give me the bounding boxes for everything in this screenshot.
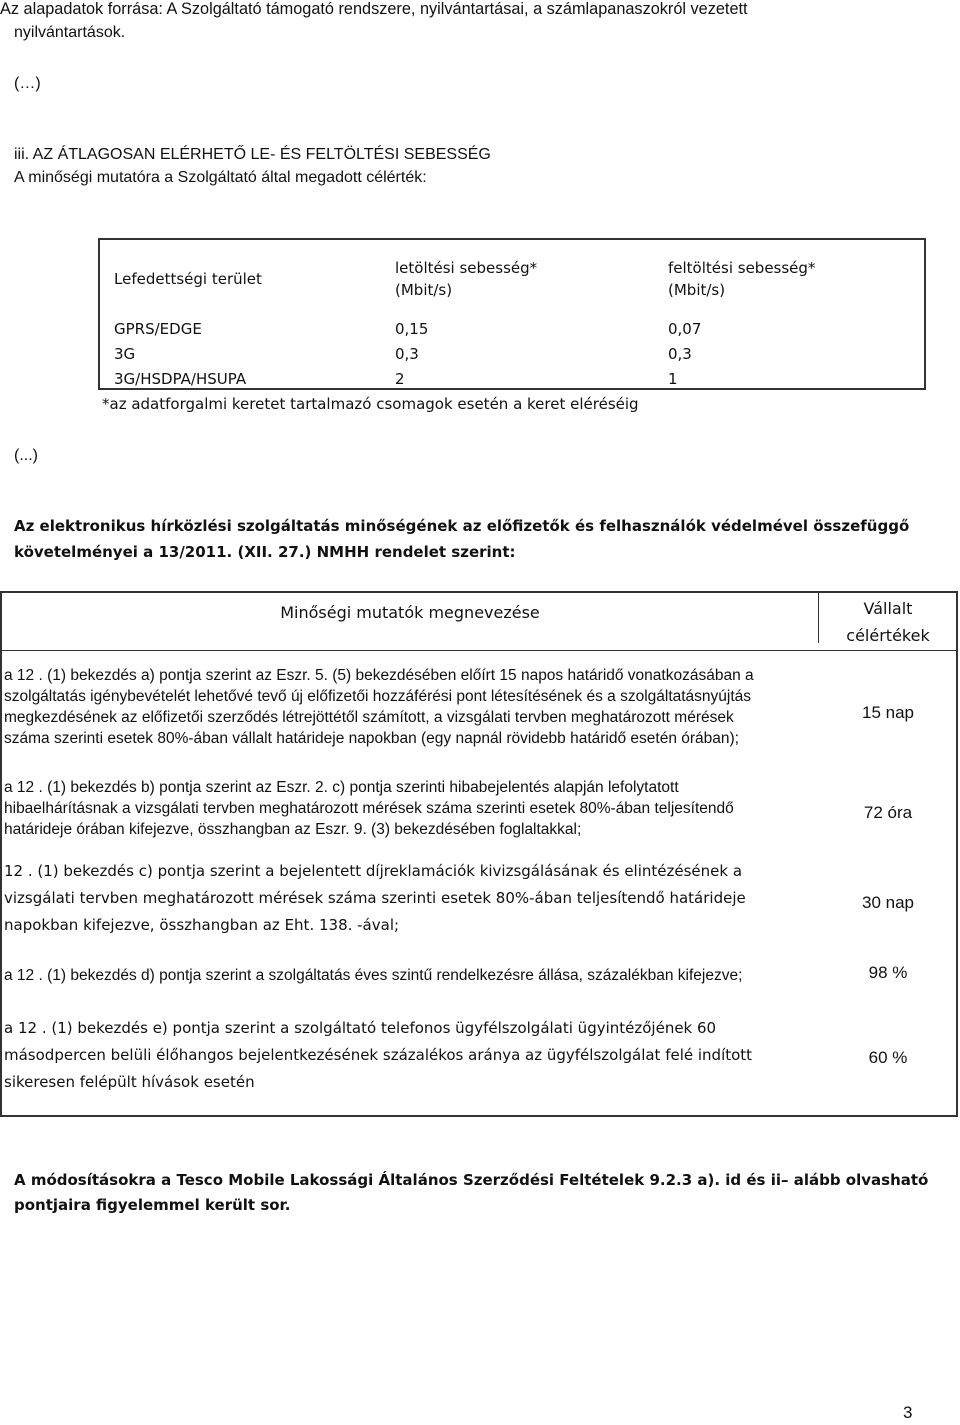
row-line: a 12 . (1) bekezdés b) pontja szerint az Eszr. 2. c) pontja szerinti hibabejelentés alapján lefolytatott — [4, 779, 679, 796]
row-line: 12 . (1) bekezdés c) pontja szerint a bejelentett díjreklamációk kivizsgálásának és elintézésének a — [4, 862, 743, 880]
quality-row-value: 98 % — [868, 963, 908, 982]
row-line: a 12 . (1) bekezdés a) pontja szerint az Eszr. 5. (5) bekezdésében előírt 15 napos határidő vonatkozásában a — [4, 667, 754, 684]
intro-line-1: Az alapadatok forrása: A Szolgáltató támogató rendszere, nyilvántartásai, a számlapanaszokról vezetett — [0, 0, 748, 18]
row-line: napokban kifejezve, összhangban az Eht. 138. -ával; — [4, 916, 400, 934]
quality-row-text — [4, 777, 734, 840]
quality-row-value: 15 nap — [862, 703, 914, 722]
quality-row-value: 30 nap — [862, 893, 914, 912]
speed-footnote: *az adatforgalmi keretet tartalmazó csomagok esetén a keret eléréséig — [102, 395, 639, 413]
row-line: vizsgálati tervben meghatározott mérések száma szerinti esetek 80%-ában teljesítendő határideje — [4, 889, 746, 907]
upload-header-line-2: (Mbit/s) — [668, 281, 726, 299]
download-header-line-2: (Mbit/s) — [395, 281, 453, 299]
ellipsis-2: (...) — [14, 447, 38, 464]
row-line: szolgáltatás igénybevételét lehetővé tevő új előfizetői hozzáférési pont létesítésének és a szolgáltatásnyújtás — [4, 688, 752, 705]
quality-row-text — [4, 858, 746, 939]
quality-row-value: 72 óra — [863, 803, 913, 822]
speed-row-down: 0,15 — [395, 320, 429, 338]
quality-row-text — [4, 965, 742, 986]
quality-row-text — [4, 665, 754, 749]
regulation-line-1: Az elektronikus hírközlési szolgáltatás minőségének az előfizetők és felhasználók védelmével összefüggő — [14, 517, 910, 535]
row-line: határideje órában kifejezve, összhangban az Eszr. 9. (3) bekezdésében foglaltakkal; — [4, 821, 582, 838]
header-right-line-1: Vállalt — [863, 599, 913, 618]
speed-row-up: 1 — [668, 370, 678, 388]
col-header-upload — [668, 257, 815, 301]
speed-row-area: 3G — [114, 345, 136, 363]
row-line: hibaelhárításnak a vizsgálati tervben meghatározott mérések száma szerinti esetek 80%-ában teljesítendő — [4, 800, 734, 817]
section-title: iii. AZ ÁTLAGOSAN ELÉRHETŐ LE- ÉS FELTÖLTÉSI SEBESSÉG — [14, 146, 491, 163]
header-right-line-2: célértékek — [846, 626, 930, 645]
quality-row-text — [4, 1015, 752, 1096]
section-subtitle: A minőségi mutatóra a Szolgáltató által megadott célérték: — [14, 169, 427, 186]
row-line: sikeresen felépült hívások esetén — [4, 1073, 255, 1091]
quality-table — [0, 591, 958, 1117]
speed-row-up: 0,07 — [668, 320, 702, 338]
row-line: a 12 . (1) bekezdés d) pontja szerint a szolgáltatás éves szintű rendelkezésre állása, százalékban kifejezve; — [4, 967, 743, 984]
ellipsis-1: (…) — [14, 75, 41, 92]
header-rule — [2, 650, 956, 651]
quality-row-value: 60 % — [868, 1048, 908, 1067]
speed-row-area: 3G/HSDPA/HSUPA — [114, 370, 247, 388]
closing-line-2: pontjaira figyelemmel került sor. — [14, 1196, 291, 1214]
row-line: száma szerinti esetek 80%-ában vállalt határideje napokban (egy napnál rövidebb határidő esetén órában); — [4, 730, 739, 747]
speed-row-up: 0,3 — [668, 345, 692, 363]
row-line: megkezdésének az előfizetői szerződés létrejöttétől számított, a vizsgálati tervben meghatározott mérések — [4, 709, 734, 726]
closing-line-1: A módosításokra a Tesco Mobile Lakossági Általános Szerződési Feltételek 9.2.3 a). id és ii– alább olvasható — [14, 1171, 929, 1189]
row-line: a 12 . (1) bekezdés e) pontja szerint a szolgáltató telefonos ügyfélszolgálati ügyintézőjének 60 — [4, 1019, 717, 1037]
upload-header-line-1: feltöltési sebesség* — [668, 259, 816, 277]
speed-row-down: 2 — [395, 370, 405, 388]
col-header-coverage: Lefedettségi terület — [114, 270, 262, 288]
speed-row-area: GPRS/EDGE — [114, 320, 202, 338]
col-header-download — [395, 257, 537, 301]
row-line: másodpercen belüli élőhangos bejelentkezésének százalékos aránya az ügyfélszolgálat felé indított — [4, 1046, 753, 1064]
speed-table — [98, 238, 926, 390]
page-number: 3 — [903, 1403, 913, 1422]
quality-header-right — [818, 595, 958, 649]
regulation-line-2: követelményei a 13/2011. (XII. 27.) NMHH rendelet szerint: — [14, 543, 516, 561]
quality-header-left: Minőségi mutatók megnevezése — [280, 603, 540, 622]
download-header-line-1: letöltési sebesség* — [395, 259, 538, 277]
intro-line-2: nyilvántartások. — [14, 24, 126, 41]
speed-row-down: 0,3 — [395, 345, 419, 363]
